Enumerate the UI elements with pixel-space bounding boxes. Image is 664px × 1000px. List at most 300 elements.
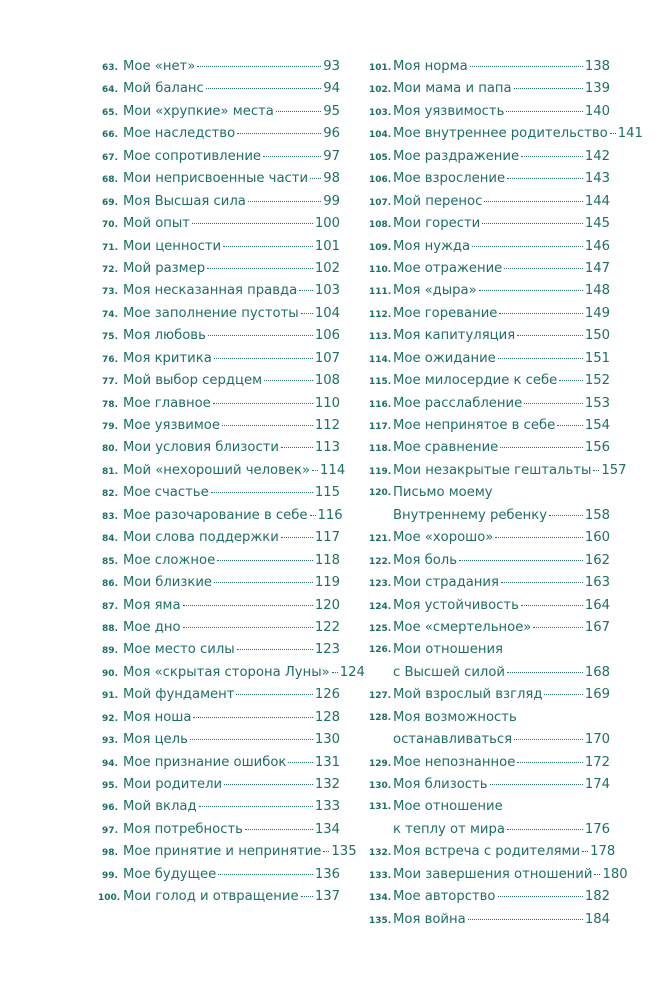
dot-leader: [499, 313, 582, 314]
toc-entry-title-line1: Моя возможность: [393, 709, 517, 725]
toc-entry-page: 99: [323, 193, 340, 209]
dot-leader: [224, 784, 313, 785]
dot-leader: [263, 156, 321, 157]
dot-leader: [245, 829, 313, 830]
toc-entry-number: 124.: [369, 601, 392, 612]
toc-entry-page: 158: [584, 507, 610, 523]
toc-entry[interactable]: [98, 886, 340, 908]
toc-left-column: [98, 56, 365, 909]
toc-entry-number: 72.: [102, 264, 118, 275]
dot-leader: [557, 425, 583, 426]
toc-entry-title-line1: Мои отношения: [393, 642, 503, 658]
toc-entry-title: Моя боль: [393, 552, 457, 568]
dot-leader: [310, 178, 321, 179]
toc-entry-number: 83.: [102, 511, 118, 522]
toc-entry[interactable]: [369, 303, 610, 325]
toc-entry-number: 132.: [369, 848, 392, 859]
toc-entry[interactable]: [369, 482, 610, 527]
toc-entry-page: 120: [314, 597, 340, 613]
dot-leader: [236, 694, 312, 695]
toc-entry[interactable]: [98, 393, 340, 415]
toc-entry[interactable]: [98, 527, 340, 549]
toc-entry[interactable]: [369, 437, 610, 459]
toc-entry[interactable]: [369, 191, 610, 213]
toc-entry-title: Мое раздражение: [393, 148, 520, 164]
toc-entry[interactable]: [369, 101, 610, 123]
toc-entry-title: Мое расслабление: [393, 395, 523, 411]
dot-leader: [237, 133, 321, 134]
toc-entry-number: 121.: [369, 534, 392, 545]
toc-entry[interactable]: [98, 482, 340, 504]
toc-entry[interactable]: [98, 146, 340, 168]
toc-entry-number: 123.: [369, 579, 392, 590]
toc-entry-title-line1: Письмо моему: [393, 485, 493, 501]
toc-entry-page: 98: [323, 171, 340, 187]
toc-entry-title: Моя любовь: [123, 328, 206, 344]
toc-entry[interactable]: [98, 505, 343, 527]
toc-entry[interactable]: [369, 595, 610, 617]
dot-leader: [482, 223, 583, 224]
dot-leader: [193, 717, 312, 718]
toc-entry-page: 94: [323, 81, 340, 97]
toc-entry[interactable]: [98, 56, 340, 78]
toc-entry-number: 128.: [369, 712, 392, 723]
toc-entry-page: 115: [314, 485, 340, 501]
dot-leader: [301, 896, 313, 897]
toc-entry-page: 172: [584, 754, 610, 770]
dot-leader: [517, 762, 583, 763]
toc-entry-page: 176: [584, 821, 610, 837]
toc-entry[interactable]: [369, 146, 610, 168]
toc-right-column: [369, 56, 643, 931]
toc-entry-page: 146: [584, 238, 610, 254]
toc-entry-title: Мое заполнение пустоты: [123, 305, 299, 321]
toc-entry-page: 102: [314, 260, 340, 276]
toc-entry[interactable]: [98, 78, 340, 100]
toc-entry-number: 103.: [369, 107, 392, 118]
dot-leader: [199, 806, 313, 807]
toc-entry[interactable]: [98, 819, 340, 841]
toc-entry-title: Мое взросление: [393, 171, 506, 187]
toc-entry-title: Мое сопротивление: [123, 148, 262, 164]
toc-entry[interactable]: [369, 348, 610, 370]
toc-entry-title: Мое принятие и непринятие: [123, 844, 322, 860]
toc-entry[interactable]: [369, 280, 610, 302]
toc-entry-number: 79.: [102, 422, 118, 432]
toc-entry[interactable]: [369, 56, 610, 78]
toc-entry-number: 71.: [102, 242, 118, 253]
toc-entry[interactable]: [369, 639, 610, 684]
toc-entry-page: 110: [314, 395, 340, 411]
toc-entry-title: Моя несказанная правда: [123, 283, 298, 299]
toc-entry[interactable]: [98, 325, 340, 347]
toc-entry-number: 104.: [369, 130, 392, 141]
toc-entry-title: Мое «нет»: [123, 59, 196, 74]
toc-entry-number: 99.: [102, 870, 118, 881]
dot-leader: [501, 582, 583, 583]
toc-entry-title: Моя уязвимость: [393, 103, 505, 119]
toc-entry-title: Моя встреча с родителями: [393, 844, 581, 860]
toc-entry[interactable]: [369, 236, 610, 258]
toc-entry[interactable]: [369, 78, 610, 100]
toc-entry-title: Моя капитуляция: [393, 328, 516, 344]
toc-entry-page: 112: [314, 418, 340, 433]
dot-leader: [593, 470, 599, 471]
dot-leader: [521, 605, 583, 606]
toc-entry-number: 68.: [102, 175, 118, 186]
toc-entry-page: 108: [314, 373, 340, 389]
dot-leader: [332, 672, 338, 673]
dot-leader: [517, 335, 583, 336]
toc-entry[interactable]: [369, 123, 643, 145]
toc-entry[interactable]: [369, 258, 610, 280]
toc-entry[interactable]: [98, 370, 340, 392]
dot-leader: [472, 246, 583, 247]
toc-entry-title: Мой опыт: [123, 216, 190, 232]
toc-entry-page: 174: [584, 777, 610, 793]
dot-leader: [521, 156, 583, 157]
toc-entry-number: 106.: [369, 175, 392, 186]
toc-entry-page: 153: [584, 395, 610, 411]
dot-leader: [183, 605, 313, 606]
toc-entry-title: Мое непринятое в себе: [393, 418, 556, 433]
toc-entry-number: 86.: [102, 579, 118, 590]
dot-leader: [197, 66, 321, 67]
toc-entry[interactable]: [98, 280, 340, 302]
toc-entry-page: 156: [584, 440, 610, 456]
dot-leader: [504, 268, 583, 269]
toc-entry[interactable]: [98, 101, 340, 123]
dot-leader: [514, 88, 583, 89]
dot-leader: [223, 246, 313, 247]
toc-entry-number: 76.: [102, 354, 118, 365]
toc-entry-page: 168: [584, 664, 610, 680]
toc-entry[interactable]: [98, 662, 365, 684]
toc-entry-number: 100.: [98, 893, 121, 904]
toc-entry-number: 91.: [102, 691, 118, 702]
toc-entry-page: 160: [584, 530, 610, 546]
toc-entry[interactable]: [98, 774, 340, 796]
toc-entry-number: 67.: [102, 152, 118, 163]
toc-entry-number: 112.: [369, 309, 392, 320]
toc-entry-page: 128: [314, 709, 340, 725]
toc-entry-page: 103: [314, 283, 340, 299]
toc-entry-number: 130.: [369, 781, 392, 792]
toc-entry-page: 154: [584, 418, 610, 433]
dot-leader: [549, 515, 583, 516]
toc-entry-page: 139: [584, 81, 610, 97]
toc-entry-title: Мои голод и отвращение: [123, 889, 299, 905]
toc-entry-page: 180: [602, 866, 628, 882]
dot-leader: [281, 447, 313, 448]
toc-entry-number: 70.: [102, 220, 118, 231]
toc-entry-number: 85.: [102, 556, 118, 567]
toc-entry-title: Мой вклад: [123, 799, 197, 815]
toc-entry-title: Мое внутреннее родительство: [393, 126, 608, 142]
toc-entry[interactable]: [98, 864, 340, 886]
toc-entry[interactable]: [98, 348, 340, 370]
toc-entry-title-line1: Мое отношение: [393, 799, 503, 815]
toc-entry-number: 119.: [369, 466, 392, 477]
toc-entry-title: Мое будущее: [123, 866, 217, 882]
toc-entry-page: 143: [584, 171, 610, 187]
toc-entry-number: 78.: [102, 399, 118, 410]
toc-entry-number: 115.: [369, 377, 392, 388]
toc-entry[interactable]: [98, 684, 340, 706]
toc-entry-page: 116: [317, 507, 343, 523]
toc-entry-number: 81.: [102, 466, 118, 477]
toc-entry-title: Мои ценности: [123, 238, 222, 254]
toc-entry-title: Мое наследство: [123, 126, 236, 142]
toc-entry-title: Мое ожидание: [393, 350, 496, 366]
toc-entry-title: Мои завершения отношений: [393, 866, 593, 882]
dot-leader: [222, 425, 313, 426]
toc-entry-number: 88.: [102, 623, 118, 634]
toc-entry-number: 102.: [369, 85, 392, 96]
toc-entry-page: 93: [323, 59, 340, 74]
toc-entry-title: Мой выбор сердцем: [123, 373, 263, 389]
toc-entry[interactable]: [369, 774, 610, 796]
toc-entry[interactable]: [98, 437, 340, 459]
toc-entry-number: 97.: [102, 825, 118, 836]
toc-entry-number: 95.: [102, 781, 118, 791]
toc-entry-title: Моя нужда: [393, 238, 471, 254]
dot-leader: [514, 739, 583, 740]
toc-entry-page: 101: [314, 238, 340, 254]
toc-entry[interactable]: [369, 370, 610, 392]
toc-entry-title: Мои мама и папа: [393, 81, 512, 97]
toc-entry-title: Мое милосердие к себе: [393, 373, 558, 389]
toc-entry[interactable]: [98, 168, 340, 190]
toc-entry-title: Мое горевание: [393, 305, 498, 321]
toc-entry-page: 182: [584, 889, 610, 905]
toc-entry-page: 184: [584, 911, 610, 927]
toc-entry-title: Мое счастье: [123, 485, 209, 501]
toc-entry-title: Мои условия близости: [123, 440, 279, 456]
toc-entry-number: 93.: [102, 736, 118, 747]
toc-entry-number: 126.: [369, 645, 392, 656]
toc-entry-title: Мое «хорошо»: [393, 530, 494, 546]
toc-entry[interactable]: [98, 707, 340, 729]
toc-entry-page: 126: [314, 687, 340, 703]
toc-entry[interactable]: [369, 460, 627, 482]
toc-entry-page: 169: [584, 687, 610, 703]
toc-entry[interactable]: [369, 796, 610, 841]
dot-leader: [500, 447, 583, 448]
toc-entry[interactable]: [369, 707, 610, 752]
toc-entry-number: 84.: [102, 534, 118, 545]
toc-entry-number: 117.: [369, 422, 392, 432]
toc-entry[interactable]: [98, 841, 357, 863]
toc-entry-title: Мое отражение: [393, 260, 503, 276]
toc-entry-number: 107.: [369, 197, 392, 208]
toc-entry[interactable]: [98, 191, 340, 213]
toc-entry[interactable]: [98, 213, 340, 235]
toc-entry-page: 138: [584, 59, 610, 74]
toc-entry-page: 162: [584, 552, 610, 568]
toc-entry-page: 147: [584, 260, 610, 276]
dot-leader: [211, 492, 313, 493]
toc-entry-title: Мои «хрупкие» места: [123, 103, 274, 119]
toc-entry-page: 167: [584, 619, 610, 635]
toc-entry-page: 107: [314, 350, 340, 366]
toc-entry-page: 144: [584, 193, 610, 209]
toc-entry[interactable]: [98, 639, 340, 661]
dot-leader: [484, 201, 582, 202]
dot-leader: [208, 335, 313, 336]
toc-entry[interactable]: [369, 527, 610, 549]
toc-entry-page: 117: [314, 530, 340, 546]
toc-entry-title: Моя «скрытая сторона Луны»: [123, 664, 330, 680]
toc-entry-number: 120.: [369, 488, 392, 499]
toc-entry[interactable]: [98, 123, 340, 145]
toc-entry[interactable]: [369, 415, 610, 437]
dot-leader: [470, 66, 583, 67]
toc-entry-title: Моя ноша: [123, 709, 192, 725]
toc-entry[interactable]: [369, 168, 610, 190]
toc-entry[interactable]: [98, 258, 340, 280]
toc-entry-number: 116.: [369, 399, 392, 410]
dot-leader: [498, 896, 583, 897]
toc-entry-number: 98.: [102, 848, 118, 859]
toc-entry-page: 100: [314, 216, 340, 232]
toc-entry-title: Мое разочарование в себе: [123, 507, 308, 523]
toc-entry[interactable]: [369, 841, 616, 863]
toc-entry[interactable]: [98, 572, 340, 594]
toc-entry-title: Внутреннему ребенку: [393, 507, 548, 523]
toc-entry[interactable]: [98, 415, 340, 437]
toc-entry-number: 92.: [102, 713, 118, 724]
toc-entry-number: 64.: [102, 85, 118, 96]
toc-entry-title: Мои незакрытые гештальты: [393, 462, 592, 478]
toc-entry-page: 106: [314, 328, 340, 344]
toc-entry[interactable]: [369, 393, 610, 415]
toc-entry-number: 105.: [369, 152, 392, 163]
toc-entry-title: Мои страдания: [393, 575, 499, 591]
toc-entry-title: Моя устойчивость: [393, 597, 519, 613]
toc-entry[interactable]: [98, 303, 340, 325]
dot-leader: [582, 851, 588, 852]
toc-entry[interactable]: [369, 325, 610, 347]
toc-entry-title: Мой баланс: [123, 81, 204, 97]
toc-entry-title: Мое признание ошибок: [123, 754, 287, 770]
toc-entry[interactable]: [369, 886, 610, 908]
toc-entry-title: Мой взрослый взгляд: [393, 687, 543, 703]
toc-entry-page: 178: [590, 844, 616, 860]
toc-entry-number: 89.: [102, 646, 118, 657]
toc-entry-number: 111.: [369, 287, 392, 298]
toc-entry-title: Мое сложное: [123, 552, 216, 568]
toc-entry-title: Мой перенос: [393, 193, 483, 209]
dot-leader: [218, 874, 313, 875]
toc-entry[interactable]: [369, 572, 610, 594]
toc-entry-title: Моя цель: [123, 732, 188, 748]
toc-entry[interactable]: [98, 752, 340, 774]
toc-entry-title: Мое «смертельное»: [393, 619, 532, 635]
toc-entry-number: 113.: [369, 332, 392, 343]
dot-leader: [190, 739, 313, 740]
toc-entry-number: 63.: [102, 63, 118, 73]
toc-entry-title: Мои родители: [123, 777, 223, 792]
toc-entry-title: Моя близость: [393, 777, 488, 793]
toc-entry-page: 140: [584, 103, 610, 119]
toc-entry-title: останавливаться: [393, 732, 513, 748]
dot-leader: [498, 358, 583, 359]
toc-entry-title: Мое сравнение: [393, 440, 499, 456]
dot-leader: [507, 829, 583, 830]
toc-entry-title: Мое авторство: [393, 889, 496, 905]
toc-entry-title: Мои неприсвоенные части: [123, 171, 309, 187]
toc-entry[interactable]: [98, 460, 346, 482]
dot-leader: [264, 380, 313, 381]
toc-entry-title: Мое место силы: [123, 642, 235, 658]
dot-leader: [183, 627, 313, 628]
toc-entry-page: 142: [584, 148, 610, 164]
toc-entry-number: 77.: [102, 377, 118, 388]
toc-entry[interactable]: [369, 909, 610, 931]
dot-leader: [459, 560, 583, 561]
toc-entry-number: 75.: [102, 332, 118, 343]
toc-entry[interactable]: [98, 729, 340, 751]
toc-entry-number: 73.: [102, 287, 118, 298]
toc-entry[interactable]: [369, 617, 610, 639]
toc-entry-page: 97: [323, 148, 340, 164]
dot-leader: [533, 627, 582, 628]
toc-entry[interactable]: [98, 236, 340, 258]
toc-entry-number: 109.: [369, 242, 392, 253]
dot-leader: [495, 537, 582, 538]
dot-leader: [490, 784, 583, 785]
toc-entry[interactable]: [369, 684, 610, 706]
toc-entry-page: 136: [314, 866, 340, 882]
toc-entry-number: 66.: [102, 130, 118, 141]
dot-leader: [594, 874, 600, 875]
toc-entry[interactable]: [369, 752, 610, 774]
toc-entry[interactable]: [369, 864, 628, 886]
dot-leader: [213, 403, 313, 404]
toc-entry-title: Моя война: [393, 911, 466, 927]
toc-entry-page: 151: [584, 350, 610, 366]
toc-entry[interactable]: [98, 796, 340, 818]
toc-entry[interactable]: [369, 550, 610, 572]
dot-leader: [524, 403, 583, 404]
dot-leader: [214, 582, 313, 583]
toc-entry-page: 150: [584, 328, 610, 344]
toc-entry-number: 69.: [102, 197, 118, 208]
toc-entry-title: Мое главное: [123, 395, 211, 411]
dot-leader: [214, 358, 313, 359]
toc-entry-page: 122: [314, 619, 340, 635]
toc-entry-page: 170: [584, 732, 610, 748]
dot-leader: [468, 919, 583, 920]
toc-entry-number: 65.: [102, 107, 118, 118]
toc-entry-title: Моя критика: [123, 350, 212, 366]
toc-entry[interactable]: [98, 595, 340, 617]
toc-entry[interactable]: [98, 550, 340, 572]
toc-entry-number: 134.: [369, 893, 392, 904]
toc-entry[interactable]: [369, 213, 610, 235]
toc-entry-page: 130: [314, 732, 340, 748]
toc-entry-page: 123: [314, 642, 340, 658]
toc-entry-number: 94.: [102, 758, 118, 769]
toc-entry-number: 80.: [102, 444, 118, 455]
dot-leader: [281, 537, 313, 538]
toc-entry-number: 90.: [102, 668, 118, 679]
toc-entry-page: 141: [617, 126, 643, 142]
toc-entry[interactable]: [98, 617, 340, 639]
toc-entry-number: 82.: [102, 489, 118, 500]
dot-leader: [507, 178, 583, 179]
